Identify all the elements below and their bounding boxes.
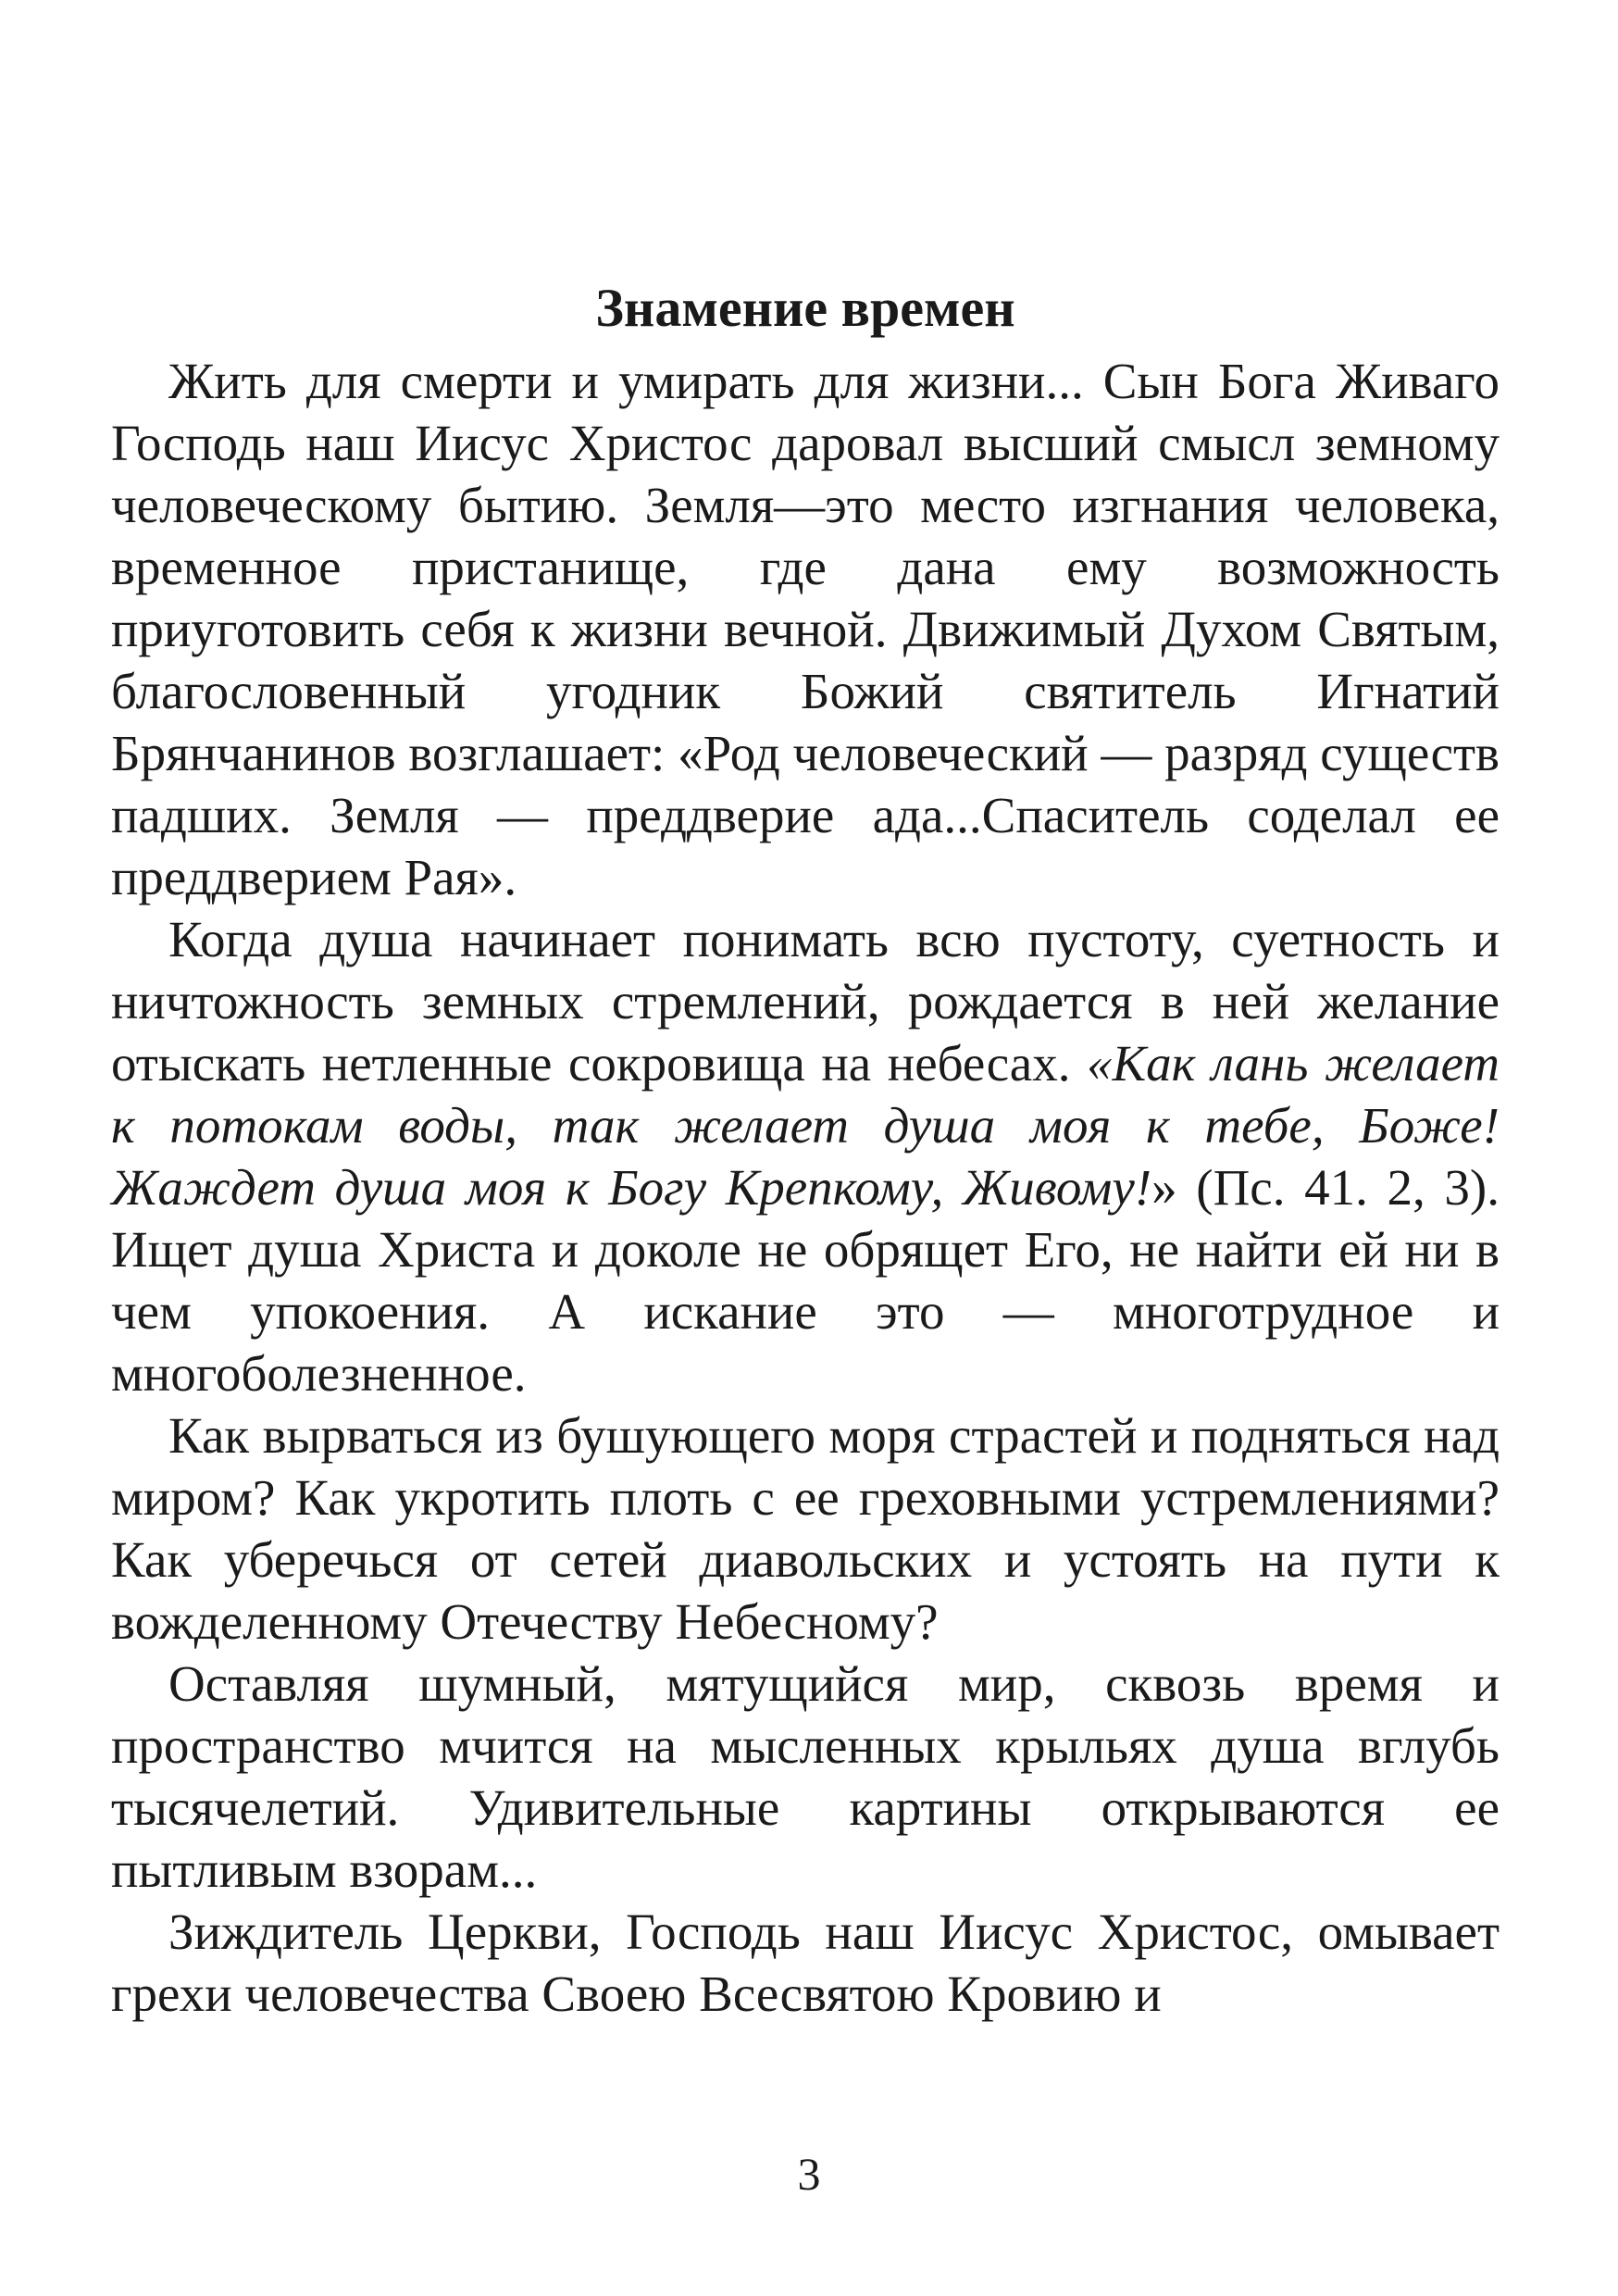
paragraph-text: Жить для смерти и умирать для жизни... Сын Бога Живаго Господь наш Иисус Христос даровал высший смысл земному человеческому бытию. Земля—это место изгнания человека, временное пристанище, где дана ему возможность приуготовить себя к жизни вечной. Движимый Духом Святым, благословенный угодник Божий святитель Игнатий Брянчанинов возглашает: «Род человеческий — разряд существ падших. Земля — преддверие ада...Спаситель соделал ее преддверием Рая». <box>111 353 1500 905</box>
chapter-title: Знамение времен <box>595 278 1015 338</box>
paragraph-text: Когда душа начинает понимать всю пустоту, суетность и ничтожность земных стремлений, рождается в ней желание отыскать нетленные сокровища на небесах. <box>111 911 1500 1092</box>
paragraph-text: Зиждитель Церкви, Господь наш Иисус Христос, омывает грехи человечества Своею Всесвятою Кровию и <box>111 1903 1500 2022</box>
scripture-quote: «Как лань желает к потокам воды, так желает душа моя к тебе, Боже! Жаждет душа моя к Богу Крепкому, Живому! <box>111 1035 1500 1216</box>
paragraph-3 <box>111 1404 1500 1653</box>
page-number: 3 <box>797 2148 821 2200</box>
paragraph-text: Оставляя шумный, мятущийся мир, сквозь время и пространство мчится на мысленных крыльях душа вглубь тысячелетий. Удивительные картины открываются ее пытливым взорам... <box>111 1655 1500 1898</box>
paragraph-text: » (Пс. 41. 2, 3). Ищет душа Христа и доколе не обрящет Его, не найти ей ни в чем упокоения. А искание это — многотрудное и многоболезненное. <box>111 1159 1500 1402</box>
paragraph-4 <box>111 1653 1500 1901</box>
paragraph-2 <box>111 908 1500 1404</box>
paragraph-text: Как вырваться из бушующего моря страстей и подняться над миром? Как укротить плоть с ее греховными устремлениями? Как уберечься от сетей диавольских и устоять на пути к вожделенному Отечеству Небесному? <box>111 1407 1500 1650</box>
paragraph-5 <box>111 1901 1500 2025</box>
page-content <box>111 274 1500 2025</box>
paragraph-1 <box>111 350 1500 908</box>
